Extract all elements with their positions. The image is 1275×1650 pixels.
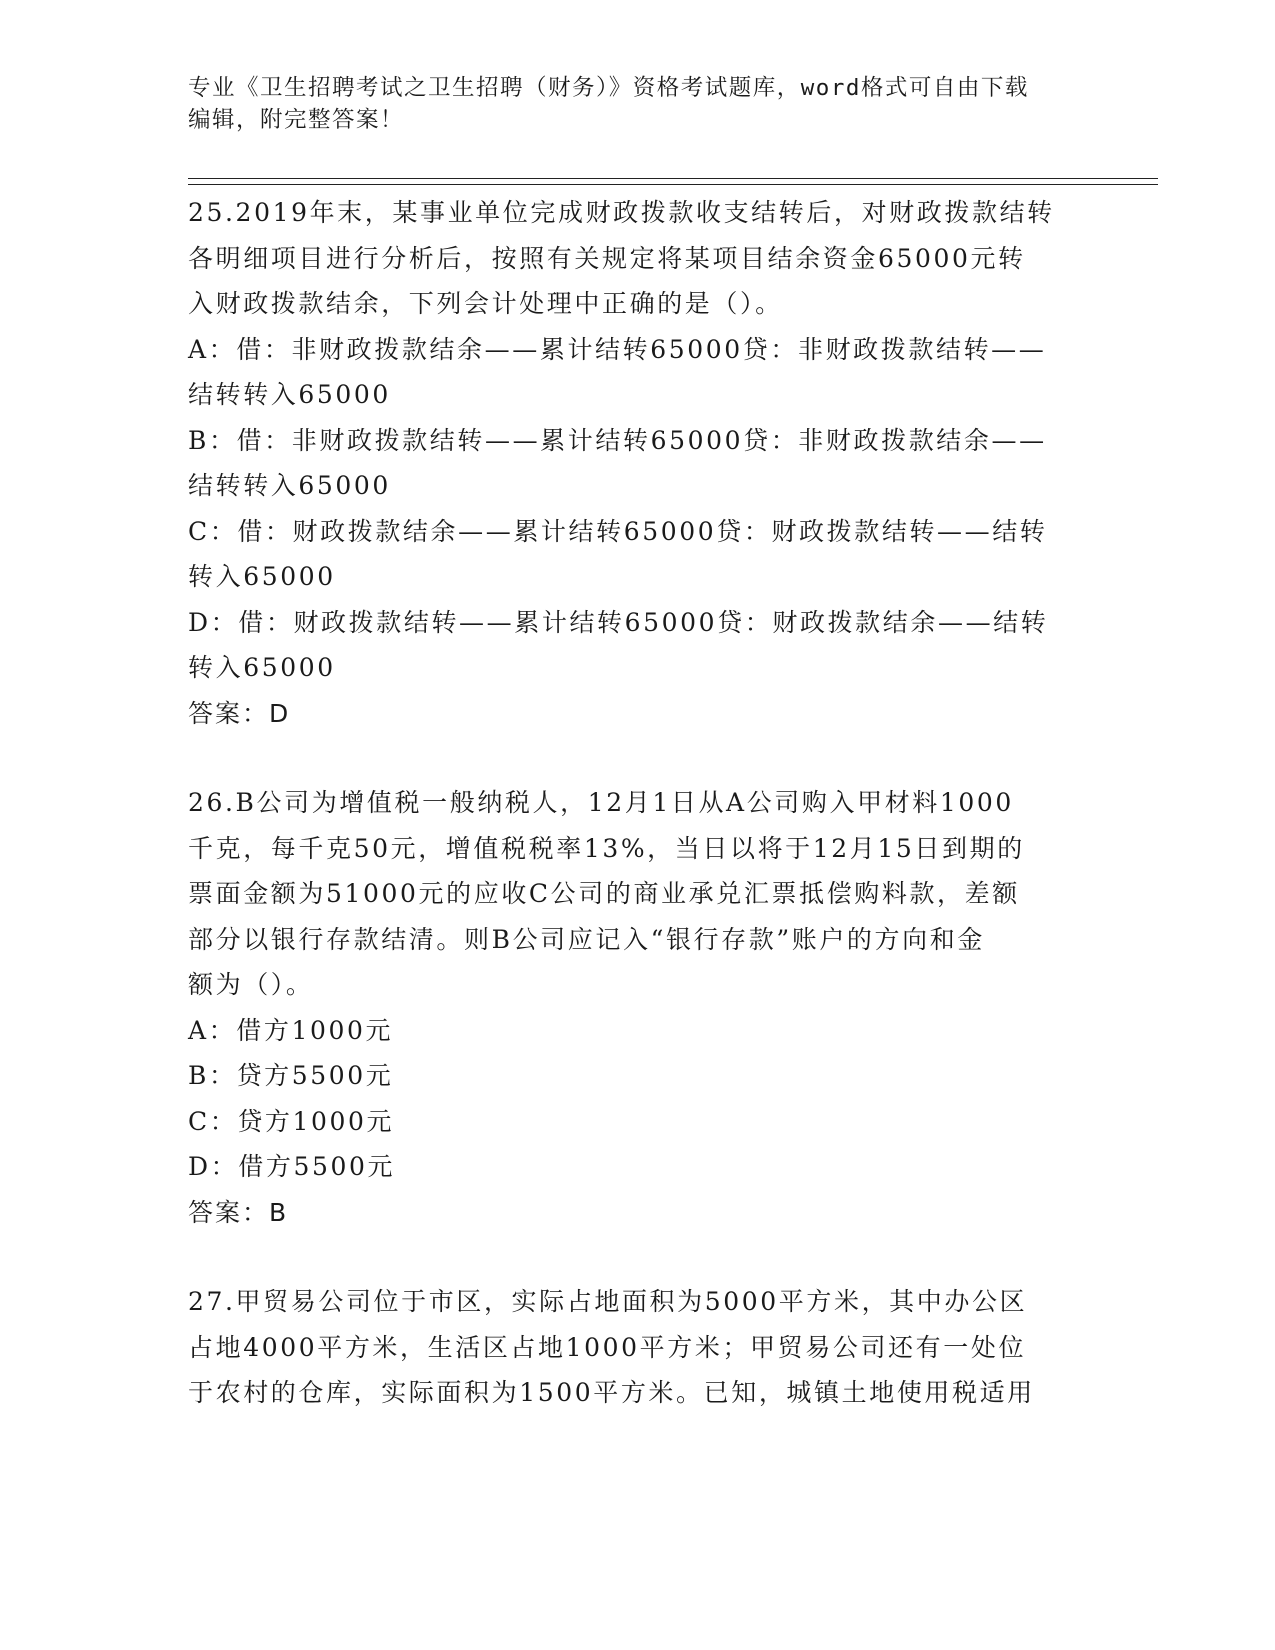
option-d: D：借方5500元 — [188, 1152, 396, 1181]
option-b: B：借：非财政拨款结转——累计结转65000贷：非财政拨款结余—— — [188, 425, 1047, 455]
question-text-line: 入财政拨款结余，下列会计处理中正确的是（）。 — [188, 289, 783, 318]
question-list — [188, 190, 1088, 1416]
question-text-line: 27.甲贸易公司位于市区，实际占地面积为5000平方米，其中办公区 — [188, 1287, 1028, 1316]
header-line-2: 编辑，附完整答案！ — [188, 107, 405, 133]
header-divider-bottom — [188, 184, 1158, 185]
header-divider-top — [188, 178, 1158, 179]
option-d-continued: 转入65000 — [188, 653, 336, 682]
option-c: C：借：财政拨款结余——累计结转65000贷：财政拨款结转——结转 — [188, 516, 1048, 546]
question-text-line: 部分以银行存款结清。则B公司应记入“银行存款”账户的方向和金 — [188, 924, 985, 954]
question-text-line: 26.B公司为增值税一般纳税人，12月1日从A公司购入甲材料1000 — [188, 788, 1014, 817]
document-header — [188, 72, 1088, 136]
option-b: B：贷方5500元 — [188, 1061, 394, 1090]
question-text-line: 25.2019年末，某事业单位完成财政拨款收支结转后，对财政拨款结转 — [188, 198, 1055, 227]
question-26 — [188, 780, 1088, 1235]
option-a-continued: 结转转入65000 — [188, 380, 391, 409]
option-a: A：借方1000元 — [188, 1015, 394, 1045]
question-text-line: 占地4000平方米，生活区占地1000平方米；甲贸易公司还有一处位 — [188, 1332, 1027, 1362]
question-27 — [188, 1279, 1088, 1416]
option-b-continued: 结转转入65000 — [188, 471, 391, 500]
question-text-line: 额为（）。 — [188, 970, 314, 999]
option-a: A：借：非财政拨款结余——累计结转65000贷：非财政拨款结转—— — [188, 334, 1047, 364]
question-text-line: 千克，每千克50元，增值税税率13%，当日以将于12月15日到期的 — [188, 833, 1025, 863]
option-c-continued: 转入65000 — [188, 562, 336, 591]
question-text-line: 于农村的仓库，实际面积为1500平方米。已知，城镇土地使用税适用 — [188, 1378, 1035, 1407]
question-text-line: 票面金额为51000元的应收C公司的商业承兑汇票抵偿购料款，差额 — [188, 879, 1020, 908]
answer-label: 答案：B — [188, 1197, 289, 1227]
option-c: C：贷方1000元 — [188, 1106, 395, 1136]
question-25 — [188, 190, 1088, 736]
option-d: D：借：财政拨款结转——累计结转65000贷：财政拨款结余——结转 — [188, 607, 1049, 637]
answer-label: 答案：D — [188, 698, 291, 728]
question-text-line: 各明细项目进行分析后，按照有关规定将某项目结余资金65000元转 — [188, 243, 1026, 273]
header-line-1: 专业《卫生招聘考试之卫生招聘（财务）》资格考试题库，word格式可自由下载 — [188, 75, 1029, 101]
